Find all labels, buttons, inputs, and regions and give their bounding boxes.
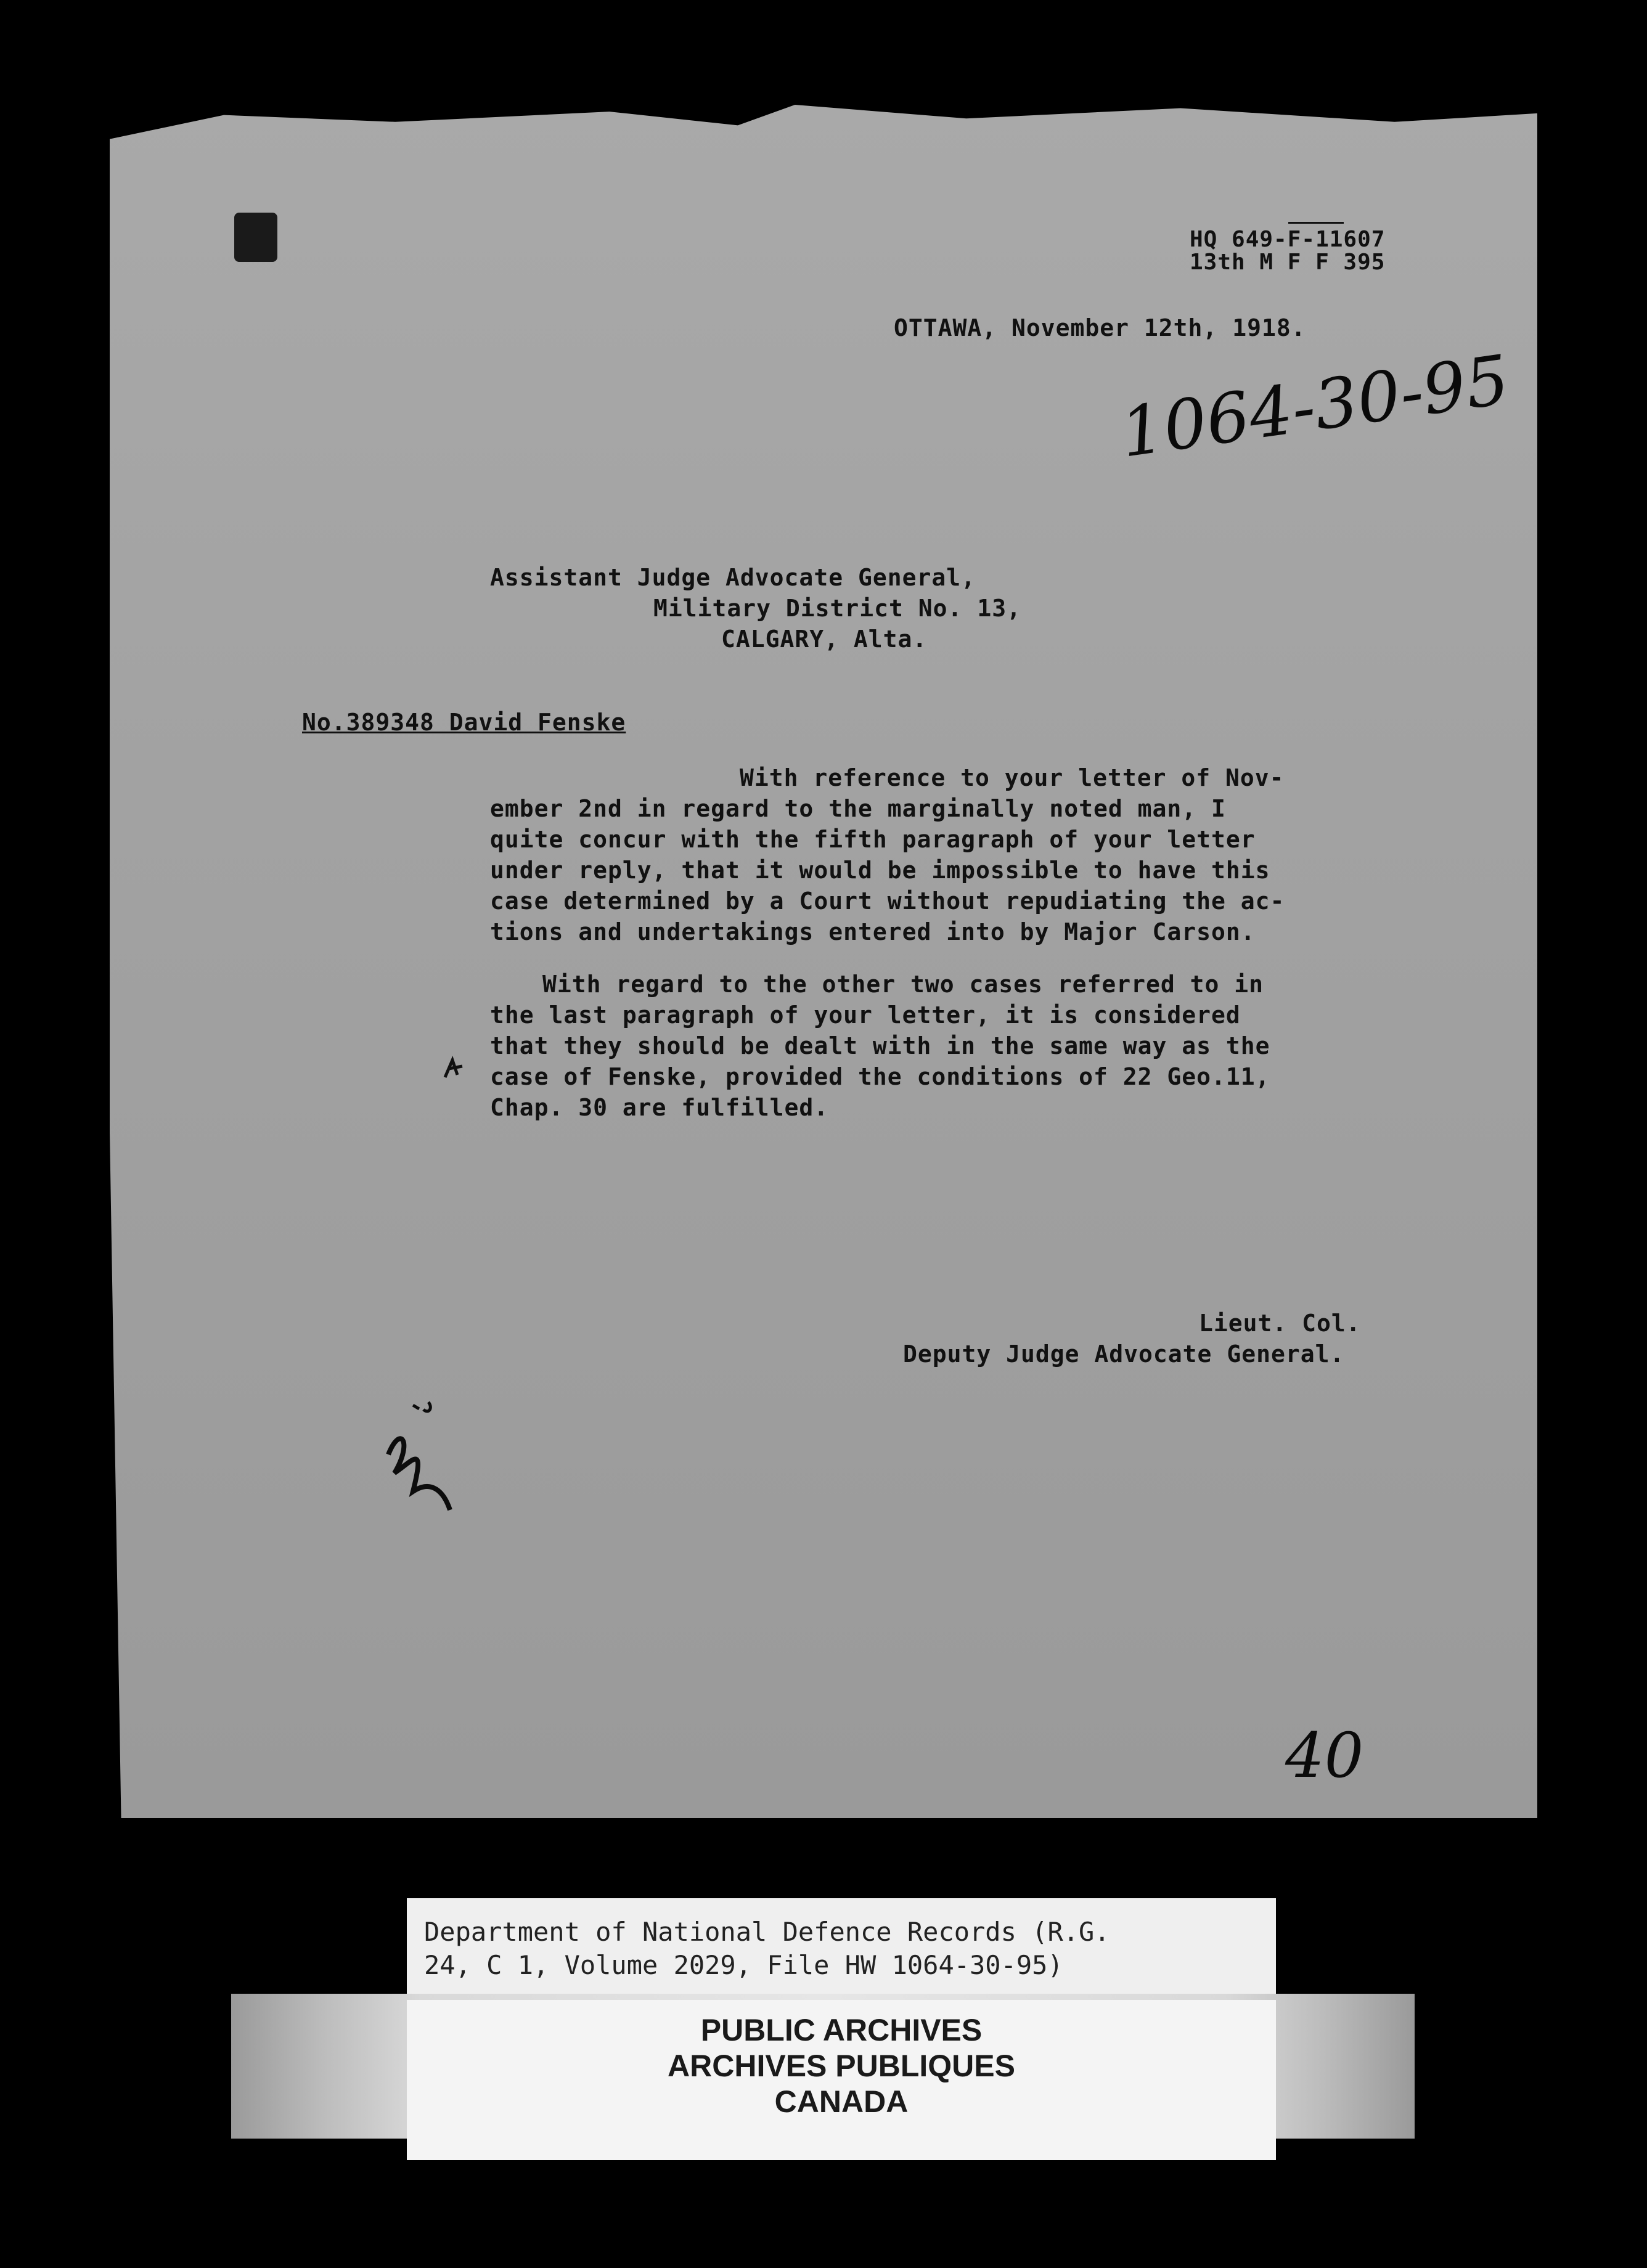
- archive-stamp-text: [407, 2012, 1276, 2119]
- paragraph-1-line-6: tions and undertakings entered into by Major Carson.: [490, 918, 1256, 945]
- archive-reference-text: [424, 1915, 1110, 1982]
- stamp-line-2: ARCHIVES PUBLIQUES: [668, 2049, 1015, 2083]
- paragraph-2-line-5: Chap. 30 are fulfilled.: [490, 1094, 829, 1121]
- signature-rank: Lieut. Col.: [1199, 1310, 1361, 1337]
- margin-mark-icon: [439, 1053, 470, 1083]
- paragraph-1-line-5: case determined by a Court without repudiating the ac-: [490, 887, 1285, 915]
- date-line: OTTAWA, November 12th, 1918.: [894, 314, 1306, 341]
- strikethrough-mark: [1288, 222, 1344, 224]
- paragraph-1-line-3: quite concur with the fifth paragraph of your letter: [490, 826, 1256, 853]
- paragraph-2-line-4: case of Fenske, provided the conditions of 22 Geo.11,: [490, 1063, 1270, 1090]
- page-number: 40: [1285, 1719, 1364, 1792]
- addressee-line-2: Military District No. 13,: [653, 595, 1021, 622]
- paragraph-1-line-1: With reference to your letter of Nov-: [740, 764, 1285, 791]
- file-reference-1: HQ 649-F-11607: [1190, 227, 1386, 252]
- archive-reference-label: [407, 1898, 1276, 2000]
- archive-line-2: 24, C 1, Volume 2029, File HW 1064-30-95): [424, 1950, 1063, 1980]
- stamp-line-1: PUBLIC ARCHIVES: [700, 2013, 983, 2047]
- addressee-line-3: CALGARY, Alta.: [721, 626, 928, 653]
- handwritten-initials-icon: [376, 1387, 462, 1516]
- addressee-line-1: Assistant Judge Advocate General,: [490, 564, 976, 591]
- stamp-line-3: CANADA: [774, 2084, 909, 2119]
- paragraph-2-line-2: the last paragraph of your letter, it is considered: [490, 1001, 1241, 1029]
- letter-page: [110, 105, 1537, 1818]
- paragraph-2-line-1: With regard to the other two cases referred to in: [542, 971, 1264, 998]
- paragraph-1-line-4: under reply, that it would be impossible to have this: [490, 857, 1270, 884]
- signature-title: Deputy Judge Advocate General.: [903, 1340, 1345, 1368]
- file-reference-2: 13th M F F 395: [1190, 250, 1386, 275]
- paragraph-2-line-3: that they should be dealt with in the same way as the: [490, 1032, 1270, 1059]
- archive-line-1: Department of National Defence Records (R.G.: [424, 1917, 1110, 1947]
- subject-line: No.389348 David Fenske: [302, 709, 626, 736]
- paragraph-1-line-2: ember 2nd in regard to the marginally noted man, I: [490, 795, 1226, 822]
- handwritten-file-number: 1064-30-95: [1116, 340, 1514, 473]
- punch-hole: [234, 213, 277, 262]
